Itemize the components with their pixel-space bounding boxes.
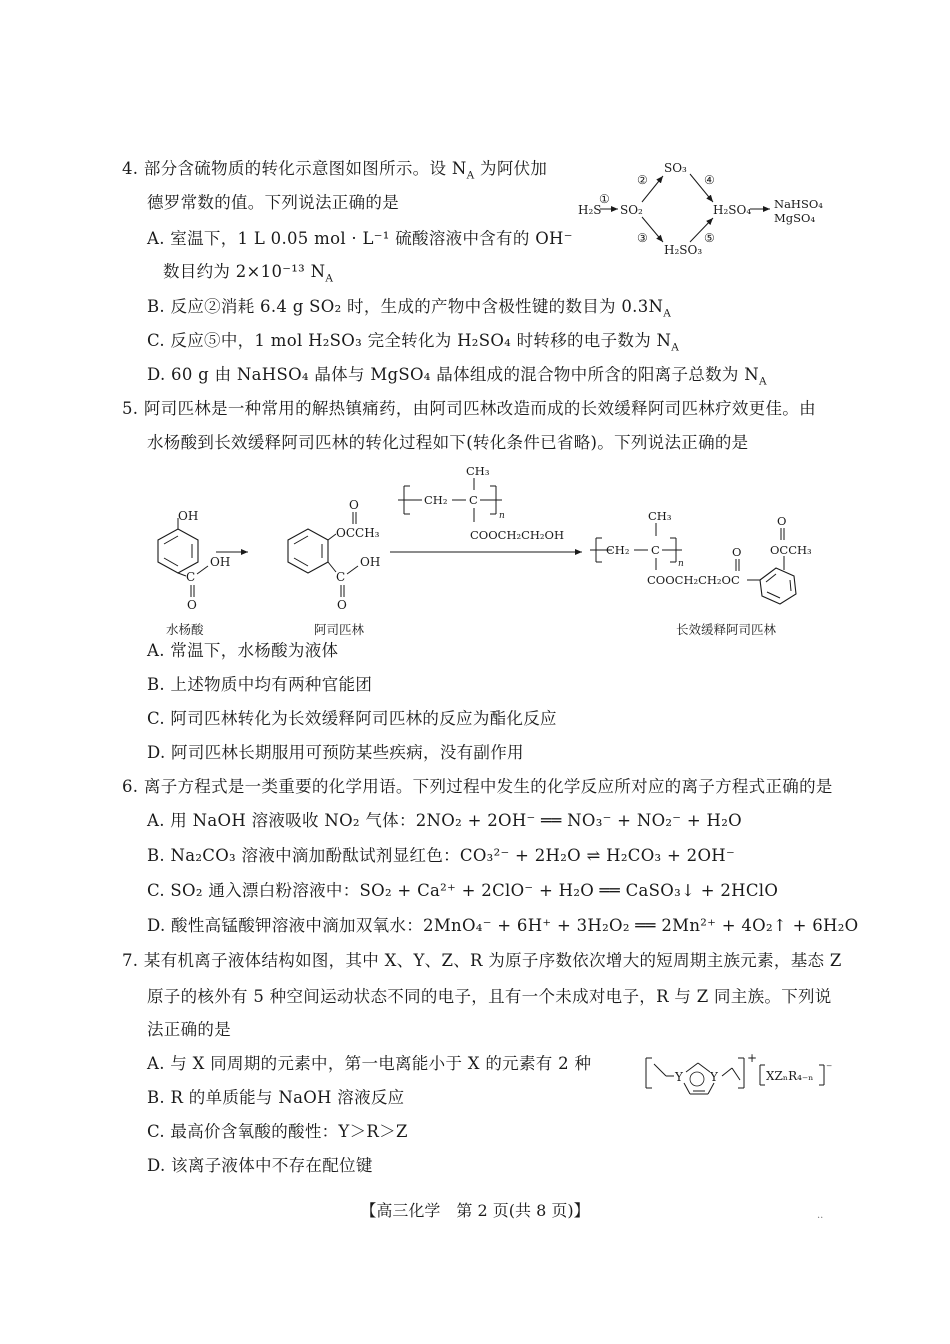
product-carbonyl-o: O	[732, 545, 742, 559]
aspirin-structure	[288, 498, 380, 612]
q5-stem-line2: 水杨酸到长效缓释阿司匹林的转化过程如下(转化条件已省略)。下列说法正确的是	[147, 433, 749, 452]
product-ch3: CH₃	[648, 509, 672, 523]
ring-y-right: Y	[710, 1070, 718, 1084]
aspirin-reaction-scheme	[120, 458, 830, 638]
reagent-ch2: CH₂	[424, 493, 448, 507]
page-footer: 【高三化学 第 2 页(共 8 页)】	[360, 1201, 590, 1220]
salicylic-c: C	[186, 570, 196, 584]
long-acting-aspirin-structure	[590, 509, 812, 604]
reagent-c: C	[469, 493, 478, 507]
label-salicylic-acid: 水杨酸	[166, 622, 204, 637]
q5-option-d: D. 阿司匹林长期服用可预防某些疾病，没有副作用	[147, 743, 524, 762]
mgso4-label: MgSO₄	[774, 211, 816, 225]
salicylic-oh-top: OH	[178, 509, 199, 523]
sulfur-conversion-diagram	[572, 150, 842, 260]
anion-minus: ⁻	[826, 1061, 833, 1075]
step5-label: ⑤	[704, 231, 715, 245]
aspirin-ester-o: O	[349, 498, 359, 512]
reagent-ch3: CH₃	[466, 464, 490, 478]
q5-option-b: B. 上述物质中均有两种官能团	[147, 675, 373, 694]
salicylic-o: O	[187, 598, 197, 612]
q7-stem-line2: 原子的核外有 5 种空间运动状态不同的电子，且有一个未成对电子，R 与 Z 同主族。下列说	[147, 987, 832, 1006]
q4-stem-line2: 德罗常数的值。下列说法正确的是	[147, 193, 399, 212]
q4-option-a-line2: 数目约为 2×10⁻¹³ $N_A$	[163, 262, 334, 285]
product-side-chain: COOCH₂CH₂OC	[647, 573, 740, 587]
q4-option-a-line1: A. 室温下，1 L 0.05 mol · L⁻¹ 硫酸溶液中含有的 OH⁻	[147, 229, 573, 248]
corner-mark: ..	[817, 1210, 824, 1221]
polymer-reagent	[398, 464, 564, 542]
q4-stem-line1: 4. 部分含硫物质的转化示意图如图所示。设 $N_A$ 为阿伏加	[122, 159, 548, 182]
anion-formula: XZₙR₄₋ₙ	[766, 1069, 814, 1083]
q7-option-a: A. 与 X 同周期的元素中，第一电离能小于 X 的元素有 2 种	[147, 1054, 592, 1073]
label-long-acting-aspirin: 长效缓释阿司匹林	[676, 622, 777, 637]
q7-option-c: C. 最高价含氧酸的酸性：Y＞R＞Z	[147, 1122, 408, 1141]
h2so4-label: H₂SO₄	[713, 203, 752, 217]
salicylic-acid-structure	[158, 509, 230, 612]
salicylic-oh-acid: OH	[210, 555, 231, 569]
step1-label: ①	[599, 192, 610, 206]
q5-stem-line1: 5. 阿司匹林是一种常用的解热镇痛药，由阿司匹林改造而成的长效缓释阿司匹林疗效更佳。由	[122, 399, 816, 418]
q6-option-a: A. 用 NaOH 溶液吸收 NO₂ 气体：2NO₂ + 2OH⁻ ══ NO₃⁻ + NO₂⁻ + H₂O	[147, 811, 742, 830]
product-ester-o: O	[777, 514, 787, 528]
h2so3-label: H₂SO₃	[664, 243, 703, 257]
ring-y-left: Y	[675, 1070, 683, 1084]
q6-stem: 6. 离子方程式是一类重要的化学用语。下列过程中发生的化学反应所对应的离子方程式正确的是	[122, 777, 833, 796]
q7-stem-line1: 7. 某有机离子液体结构如图，其中 X、Y、Z、R 为原子序数依次增大的短周期主族元素，基态 Z	[122, 951, 842, 970]
product-ch2: CH₂	[606, 543, 630, 557]
q7-option-b: B. R 的单质能与 NaOH 溶液反应	[147, 1088, 405, 1107]
q4-option-d: D. 60 g 由 NaHSO₄ 晶体与 MgSO₄ 晶体组成的混合物中所含的阳离子总数为 $N_A$	[147, 365, 767, 388]
q7-option-d: D. 该离子液体中不存在配位键	[147, 1156, 373, 1175]
q6-option-b: B. Na₂CO₃ 溶液中滴加酚酞试剂显红色：CO₃²⁻ + 2H₂O ⇌ H₂CO₃ + 2OH⁻	[147, 846, 735, 865]
ionic-liquid-structure	[640, 1050, 840, 1100]
cation-plus: +	[747, 1051, 758, 1065]
q6-option-c: C. SO₂ 通入漂白粉溶液中：SO₂ + Ca²⁺ + 2ClO⁻ + H₂O ══ CaSO₃↓ + 2HClO	[147, 881, 779, 900]
product-occh3: OCCH₃	[770, 543, 812, 557]
nahso4-label: NaHSO₄	[774, 197, 823, 211]
q6-option-d: D. 酸性高锰酸钾溶液中滴加双氧水：2MnO₄⁻ + 6H⁺ + 3H₂O₂ ══ 2Mn²⁺ + 4O₂↑ + 6H₂O	[147, 916, 859, 935]
q7-stem-line3: 法正确的是	[147, 1020, 231, 1039]
q5-option-a: A. 常温下，水杨酸为液体	[147, 641, 339, 660]
product-c: C	[651, 543, 660, 557]
q4-option-b: B. 反应②消耗 6.4 g SO₂ 时，生成的产物中含极性键的数目为 $0.3N_A$	[147, 297, 672, 320]
aspirin-o: O	[337, 598, 347, 612]
aspirin-occh3: OCCH₃	[336, 526, 380, 540]
so2-label: SO₂	[620, 203, 643, 217]
step4-label: ④	[704, 173, 715, 187]
aspirin-oh: OH	[360, 555, 381, 569]
step2-label: ②	[637, 173, 648, 187]
q4-option-c: C. 反应⑤中，1 mol H₂SO₃ 完全转化为 H₂SO₄ 时转移的电子数为 $N_A$	[147, 331, 680, 354]
aspirin-c: C	[336, 570, 346, 584]
reagent-side-chain: COOCH₂CH₂OH	[470, 528, 564, 542]
product-n: n	[678, 559, 684, 569]
q5-option-c: C. 阿司匹林转化为长效缓释阿司匹林的反应为酯化反应	[147, 709, 557, 728]
so3-label: SO₃	[664, 161, 687, 175]
reagent-n: n	[499, 511, 505, 521]
step3-label: ③	[637, 231, 648, 245]
h2s-label: H₂S	[578, 203, 602, 217]
label-aspirin: 阿司匹林	[314, 622, 365, 637]
